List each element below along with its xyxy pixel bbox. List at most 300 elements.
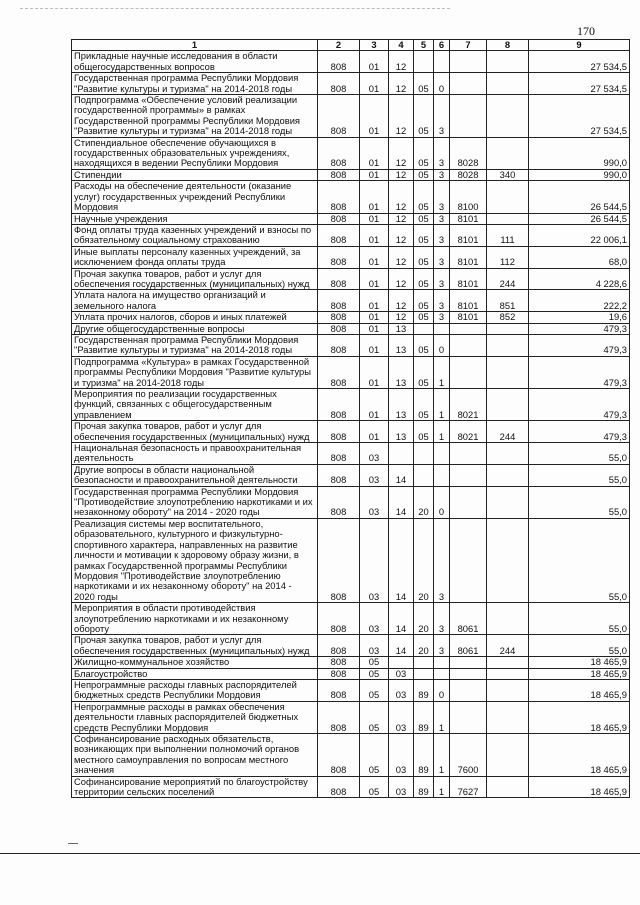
amount-cell: 18 465,9 xyxy=(529,657,630,668)
program-cell: 05 xyxy=(414,213,434,224)
section-cell: 01 xyxy=(360,421,389,443)
subsection-cell: 12 xyxy=(389,290,414,312)
subprogram-cell: 3 xyxy=(434,268,450,290)
target-cell: 8100 xyxy=(450,181,487,213)
amount-cell: 479,3 xyxy=(529,421,630,443)
subprogram-cell xyxy=(434,51,450,73)
code-cell: 808 xyxy=(318,51,360,73)
subprogram-cell: 1 xyxy=(434,701,450,733)
subsection-cell: 12 xyxy=(389,181,414,213)
subsection-cell: 03 xyxy=(389,776,414,798)
table-row xyxy=(72,137,630,169)
target-cell: 8021 xyxy=(450,421,487,443)
program-cell: 05 xyxy=(414,181,434,213)
table-row xyxy=(72,389,630,421)
section-cell: 05 xyxy=(360,776,389,798)
section-cell: 01 xyxy=(360,137,389,169)
expense-type-cell xyxy=(487,701,529,733)
code-cell: 808 xyxy=(318,169,360,180)
expense-type-cell xyxy=(487,668,529,679)
row-name-cell: Стипендиальное обеспечение обучающихся в государственных образовательных учреждениях, находящихся в ведении Республики Мордовия xyxy=(72,137,318,169)
section-cell: 01 xyxy=(360,181,389,213)
program-cell: 05 xyxy=(414,246,434,268)
subprogram-cell xyxy=(434,668,450,679)
row-name-cell: Государственная программа Республики Мордовия "Развитие культуры и туризма" на 2014-2018 годы xyxy=(72,73,318,95)
amount-cell: 18 465,9 xyxy=(529,776,630,798)
subprogram-cell: 1 xyxy=(434,776,450,798)
expense-type-cell xyxy=(487,443,529,465)
target-cell: 8101 xyxy=(450,268,487,290)
table-row xyxy=(72,443,630,465)
code-cell: 808 xyxy=(318,312,360,323)
subprogram-cell: 3 xyxy=(434,137,450,169)
table-header-row xyxy=(72,40,630,51)
expense-type-cell xyxy=(487,356,529,388)
amount-cell: 18 465,9 xyxy=(529,734,630,777)
program-cell xyxy=(414,51,434,73)
table-row xyxy=(72,169,630,180)
amount-cell: 18 465,9 xyxy=(529,701,630,733)
program-cell: 05 xyxy=(414,169,434,180)
subsection-cell xyxy=(389,443,414,465)
row-name-cell: Государственная программа Республики Мордовия "Противодействие злоупотреблению наркотиками и их незаконному обороту" на 2014 - 2020 годы xyxy=(72,486,318,518)
subsection-cell: 03 xyxy=(389,701,414,733)
code-cell: 808 xyxy=(318,268,360,290)
section-cell: 01 xyxy=(360,224,389,246)
amount-cell: 22 006,1 xyxy=(529,224,630,246)
program-cell: 05 xyxy=(414,73,434,95)
program-cell: 05 xyxy=(414,356,434,388)
table-row xyxy=(72,635,630,657)
subsection-cell: 03 xyxy=(389,679,414,701)
target-cell: 8101 xyxy=(450,213,487,224)
target-cell: 8021 xyxy=(450,389,487,421)
target-cell xyxy=(450,679,487,701)
subprogram-cell: 0 xyxy=(434,334,450,356)
target-cell: 8101 xyxy=(450,246,487,268)
subprogram-cell: 3 xyxy=(434,224,450,246)
amount-cell: 55,0 xyxy=(529,518,630,602)
subsection-cell: 03 xyxy=(389,668,414,679)
expense-type-cell xyxy=(487,213,529,224)
subprogram-cell: 3 xyxy=(434,181,450,213)
program-cell: 89 xyxy=(414,679,434,701)
program-cell: 20 xyxy=(414,603,434,635)
amount-cell: 68,0 xyxy=(529,246,630,268)
row-name-cell: Прочая закупка товаров, работ и услуг для обеспечения государственных (муниципальных) нужд xyxy=(72,268,318,290)
section-cell: 03 xyxy=(360,603,389,635)
code-cell: 808 xyxy=(318,290,360,312)
row-name-cell: Иные выплаты персоналу казенных учреждений, за исключением фонда оплаты труда xyxy=(72,246,318,268)
expense-type-cell xyxy=(487,323,529,334)
row-name-cell: Прикладные научные исследования в области общегосударственных вопросов xyxy=(72,51,318,73)
program-cell: 05 xyxy=(414,312,434,323)
expense-type-cell: 244 xyxy=(487,635,529,657)
section-cell: 05 xyxy=(360,668,389,679)
program-cell: 05 xyxy=(414,290,434,312)
program-cell: 05 xyxy=(414,95,434,138)
subsection-cell: 12 xyxy=(389,137,414,169)
subprogram-cell: 3 xyxy=(434,312,450,323)
expense-type-cell xyxy=(487,518,529,602)
program-cell xyxy=(414,464,434,486)
header-cell: 4 xyxy=(389,40,414,51)
subsection-cell: 14 xyxy=(389,464,414,486)
program-cell: 20 xyxy=(414,635,434,657)
table-row xyxy=(72,776,630,798)
expense-type-cell: 851 xyxy=(487,290,529,312)
code-cell: 808 xyxy=(318,95,360,138)
target-cell: 7600 xyxy=(450,734,487,777)
row-name-cell: Государственная программа Республики Мордовия "Развитие культуры и туризма" на 2014-2018 годы xyxy=(72,334,318,356)
amount-cell: 55,0 xyxy=(529,486,630,518)
scan-artifact-line xyxy=(20,8,450,9)
row-name-cell: Непрограммные расходы главных распорядителей бюджетных средств Республики Мордовия xyxy=(72,679,318,701)
header-cell: 5 xyxy=(414,40,434,51)
target-cell xyxy=(450,73,487,95)
program-cell: 20 xyxy=(414,486,434,518)
expense-type-cell xyxy=(487,679,529,701)
program-cell: 05 xyxy=(414,389,434,421)
amount-cell: 222,2 xyxy=(529,290,630,312)
section-cell: 01 xyxy=(360,268,389,290)
target-cell xyxy=(450,323,487,334)
row-name-cell: Прочая закупка товаров, работ и услуг для обеспечения государственных (муниципальных) нужд xyxy=(72,635,318,657)
section-cell: 01 xyxy=(360,312,389,323)
header-cell: 6 xyxy=(434,40,450,51)
amount-cell: 55,0 xyxy=(529,635,630,657)
subprogram-cell: 3 xyxy=(434,635,450,657)
subsection-cell: 12 xyxy=(389,246,414,268)
subprogram-cell xyxy=(434,443,450,465)
target-cell: 8101 xyxy=(450,290,487,312)
amount-cell: 26 544,5 xyxy=(529,181,630,213)
program-cell: 05 xyxy=(414,334,434,356)
amount-cell: 4 228,6 xyxy=(529,268,630,290)
row-name-cell: Прочая закупка товаров, работ и услуг для обеспечения государственных (муниципальных) нужд xyxy=(72,421,318,443)
table-row xyxy=(72,421,630,443)
target-cell: 7627 xyxy=(450,776,487,798)
header-cell: 7 xyxy=(450,40,487,51)
section-cell: 01 xyxy=(360,95,389,138)
code-cell: 808 xyxy=(318,518,360,602)
row-name-cell: Расходы на обеспечение деятельности (оказание услуг) государственных учреждений Республики Мордовия xyxy=(72,181,318,213)
table-row xyxy=(72,518,630,602)
expense-type-cell: 112 xyxy=(487,246,529,268)
subprogram-cell: 3 xyxy=(434,246,450,268)
subsection-cell: 13 xyxy=(389,334,414,356)
code-cell: 808 xyxy=(318,181,360,213)
amount-cell: 479,3 xyxy=(529,356,630,388)
row-name-cell: Научные учреждения xyxy=(72,213,318,224)
subsection-cell: 13 xyxy=(389,323,414,334)
row-name-cell: Стипендии xyxy=(72,169,318,180)
code-cell: 808 xyxy=(318,635,360,657)
header-cell: 8 xyxy=(487,40,529,51)
code-cell: 808 xyxy=(318,421,360,443)
row-name-cell: Мероприятия по реализации государственных функций, связанных с общегосударственным управлением xyxy=(72,389,318,421)
amount-cell: 27 534,5 xyxy=(529,51,630,73)
section-cell: 03 xyxy=(360,443,389,465)
subsection-cell: 12 xyxy=(389,169,414,180)
subsection-cell: 12 xyxy=(389,95,414,138)
table-row xyxy=(72,657,630,668)
subprogram-cell: 0 xyxy=(434,486,450,518)
code-cell: 808 xyxy=(318,323,360,334)
program-cell xyxy=(414,668,434,679)
table-row xyxy=(72,290,630,312)
program-cell xyxy=(414,443,434,465)
subprogram-cell xyxy=(434,464,450,486)
expense-type-cell xyxy=(487,181,529,213)
subsection-cell: 13 xyxy=(389,421,414,443)
subsection-cell: 12 xyxy=(389,51,414,73)
expense-type-cell xyxy=(487,73,529,95)
subsection-cell xyxy=(389,657,414,668)
amount-cell: 26 544,5 xyxy=(529,213,630,224)
section-cell: 03 xyxy=(360,635,389,657)
subsection-cell: 14 xyxy=(389,603,414,635)
table-row xyxy=(72,312,630,323)
footer-tick xyxy=(68,843,78,844)
section-cell: 01 xyxy=(360,73,389,95)
table-row xyxy=(72,668,630,679)
table-row xyxy=(72,464,630,486)
table-row xyxy=(72,95,630,138)
program-cell: 89 xyxy=(414,734,434,777)
subprogram-cell xyxy=(434,657,450,668)
program-cell: 20 xyxy=(414,518,434,602)
subsection-cell: 12 xyxy=(389,213,414,224)
code-cell: 808 xyxy=(318,776,360,798)
expense-type-cell xyxy=(487,464,529,486)
target-cell xyxy=(450,443,487,465)
subsection-cell: 13 xyxy=(389,356,414,388)
amount-cell: 19,6 xyxy=(529,312,630,323)
row-name-cell: Софинансирование расходных обязательств, возникающих при выполнении полномочий органов местного самоуправления по вопросам местного значения xyxy=(72,734,318,777)
target-cell xyxy=(450,464,487,486)
budget-table xyxy=(71,39,630,798)
table-row xyxy=(72,73,630,95)
target-cell xyxy=(450,657,487,668)
row-name-cell: Подпрограмма «Обеспечение условий реализации государственной программы» в рамках Государственной программы Республики Мордовия "Развитие культуры и туризма" на 2014-2018 годы xyxy=(72,95,318,138)
subprogram-cell: 0 xyxy=(434,679,450,701)
page-bottom-rule xyxy=(0,853,640,854)
amount-cell: 27 534,5 xyxy=(529,95,630,138)
amount-cell: 55,0 xyxy=(529,443,630,465)
target-cell xyxy=(450,486,487,518)
table-row xyxy=(72,181,630,213)
section-cell: 05 xyxy=(360,701,389,733)
table-row xyxy=(72,356,630,388)
row-name-cell: Непрограммные расходы в рамках обеспечения деятельности главных распорядителей бюджетных средств Республики Мордовия xyxy=(72,701,318,733)
subsection-cell: 14 xyxy=(389,486,414,518)
row-name-cell: Другие вопросы в области национальной безопасности и правоохранительной деятельности xyxy=(72,464,318,486)
expense-type-cell: 340 xyxy=(487,169,529,180)
expense-type-cell: 852 xyxy=(487,312,529,323)
section-cell: 03 xyxy=(360,518,389,602)
program-cell: 05 xyxy=(414,421,434,443)
subsection-cell: 12 xyxy=(389,268,414,290)
row-name-cell: Другие общегосударственные вопросы xyxy=(72,323,318,334)
subsection-cell: 03 xyxy=(389,734,414,777)
table-row xyxy=(72,701,630,733)
target-cell: 8101 xyxy=(450,312,487,323)
section-cell: 03 xyxy=(360,464,389,486)
target-cell: 8028 xyxy=(450,169,487,180)
target-cell: 8101 xyxy=(450,224,487,246)
target-cell xyxy=(450,51,487,73)
table-row xyxy=(72,679,630,701)
subprogram-cell: 1 xyxy=(434,421,450,443)
program-cell: 05 xyxy=(414,268,434,290)
program-cell: 89 xyxy=(414,776,434,798)
code-cell: 808 xyxy=(318,464,360,486)
subsection-cell: 12 xyxy=(389,312,414,323)
expense-type-cell xyxy=(487,603,529,635)
program-cell xyxy=(414,323,434,334)
table-row xyxy=(72,224,630,246)
section-cell: 01 xyxy=(360,246,389,268)
header-cell: 2 xyxy=(318,40,360,51)
expense-type-cell xyxy=(487,137,529,169)
row-name-cell: Уплата прочих налогов, сборов и иных платежей xyxy=(72,312,318,323)
section-cell: 03 xyxy=(360,486,389,518)
target-cell: 8061 xyxy=(450,603,487,635)
row-name-cell: Национальная безопасность и правоохранительная деятельность xyxy=(72,443,318,465)
row-name-cell: Софинансирование мероприятий по благоустройству территории сельских поселений xyxy=(72,776,318,798)
section-cell: 01 xyxy=(360,290,389,312)
subprogram-cell: 3 xyxy=(434,169,450,180)
amount-cell: 990,0 xyxy=(529,169,630,180)
target-cell xyxy=(450,356,487,388)
row-name-cell: Жилищно-коммунальное хозяйство xyxy=(72,657,318,668)
expense-type-cell: 244 xyxy=(487,268,529,290)
row-name-cell: Благоустройство xyxy=(72,668,318,679)
expense-type-cell xyxy=(487,776,529,798)
header-cell: 1 xyxy=(72,40,318,51)
amount-cell: 990,0 xyxy=(529,137,630,169)
program-cell: 89 xyxy=(414,701,434,733)
target-cell xyxy=(450,701,487,733)
header-cell: 3 xyxy=(360,40,389,51)
amount-cell: 479,3 xyxy=(529,323,630,334)
code-cell: 808 xyxy=(318,356,360,388)
program-cell xyxy=(414,657,434,668)
code-cell: 808 xyxy=(318,734,360,777)
table-row xyxy=(72,603,630,635)
header-cell: 9 xyxy=(529,40,630,51)
code-cell: 808 xyxy=(318,657,360,668)
expense-type-cell xyxy=(487,51,529,73)
code-cell: 808 xyxy=(318,224,360,246)
amount-cell: 479,3 xyxy=(529,334,630,356)
code-cell: 808 xyxy=(318,213,360,224)
subprogram-cell: 0 xyxy=(434,73,450,95)
subsection-cell: 12 xyxy=(389,73,414,95)
subprogram-cell: 1 xyxy=(434,356,450,388)
table-row xyxy=(72,334,630,356)
page-number: 170 xyxy=(577,24,595,38)
target-cell xyxy=(450,334,487,356)
expense-type-cell xyxy=(487,95,529,138)
expense-type-cell: 111 xyxy=(487,224,529,246)
table-body xyxy=(72,51,630,798)
code-cell: 808 xyxy=(318,701,360,733)
section-cell: 01 xyxy=(360,334,389,356)
amount-cell: 479,3 xyxy=(529,389,630,421)
table-row xyxy=(72,734,630,777)
subprogram-cell xyxy=(434,323,450,334)
subsection-cell: 12 xyxy=(389,224,414,246)
subsection-cell: 13 xyxy=(389,389,414,421)
table-row xyxy=(72,213,630,224)
program-cell: 05 xyxy=(414,224,434,246)
row-name-cell: Фонд оплаты труда казенных учреждений и взносы по обязательному социальному страхованию xyxy=(72,224,318,246)
code-cell: 808 xyxy=(318,73,360,95)
amount-cell: 55,0 xyxy=(529,603,630,635)
subprogram-cell: 3 xyxy=(434,290,450,312)
target-cell: 8028 xyxy=(450,137,487,169)
subprogram-cell: 3 xyxy=(434,213,450,224)
amount-cell: 27 534,5 xyxy=(529,73,630,95)
target-cell xyxy=(450,668,487,679)
code-cell: 808 xyxy=(318,443,360,465)
table-row xyxy=(72,323,630,334)
subprogram-cell: 3 xyxy=(434,95,450,138)
target-cell xyxy=(450,518,487,602)
expense-type-cell xyxy=(487,486,529,518)
amount-cell: 55,0 xyxy=(529,464,630,486)
row-name-cell: Подпрограмма «Культура» в рамках Государственной программы Республики Мордовия "Развитие культуры и туризма" на 2014-2018 годы xyxy=(72,356,318,388)
code-cell: 808 xyxy=(318,389,360,421)
subsection-cell: 14 xyxy=(389,635,414,657)
section-cell: 01 xyxy=(360,51,389,73)
subprogram-cell: 1 xyxy=(434,734,450,777)
code-cell: 808 xyxy=(318,679,360,701)
section-cell: 01 xyxy=(360,356,389,388)
expense-type-cell: 244 xyxy=(487,421,529,443)
table-row xyxy=(72,268,630,290)
subprogram-cell: 1 xyxy=(434,389,450,421)
expense-type-cell xyxy=(487,657,529,668)
subprogram-cell: 3 xyxy=(434,518,450,602)
section-cell: 05 xyxy=(360,657,389,668)
table-row xyxy=(72,51,630,73)
amount-cell: 18 465,9 xyxy=(529,679,630,701)
expense-type-cell xyxy=(487,389,529,421)
row-name-cell: Уплата налога на имущество организаций и земельного налога xyxy=(72,290,318,312)
code-cell: 808 xyxy=(318,603,360,635)
code-cell: 808 xyxy=(318,668,360,679)
row-name-cell: Реализация системы мер воспитательного, образовательного, культурного и физкультурно-спортивного характера, направленных на развитие личности и мотивации к здоровому образу жизни, в рамках Государственной программы Республики Мордовия "Противодействие злоупотреблению наркотиками и их незаконному обороту" на 2014 - 2020 годы xyxy=(72,518,318,602)
code-cell: 808 xyxy=(318,334,360,356)
table-row xyxy=(72,246,630,268)
amount-cell: 18 465,9 xyxy=(529,668,630,679)
subsection-cell: 14 xyxy=(389,518,414,602)
program-cell: 05 xyxy=(414,137,434,169)
subprogram-cell: 3 xyxy=(434,603,450,635)
section-cell: 05 xyxy=(360,734,389,777)
expense-type-cell xyxy=(487,734,529,777)
section-cell: 01 xyxy=(360,389,389,421)
target-cell: 8061 xyxy=(450,635,487,657)
section-cell: 01 xyxy=(360,323,389,334)
code-cell: 808 xyxy=(318,137,360,169)
code-cell: 808 xyxy=(318,486,360,518)
code-cell: 808 xyxy=(318,246,360,268)
section-cell: 01 xyxy=(360,213,389,224)
